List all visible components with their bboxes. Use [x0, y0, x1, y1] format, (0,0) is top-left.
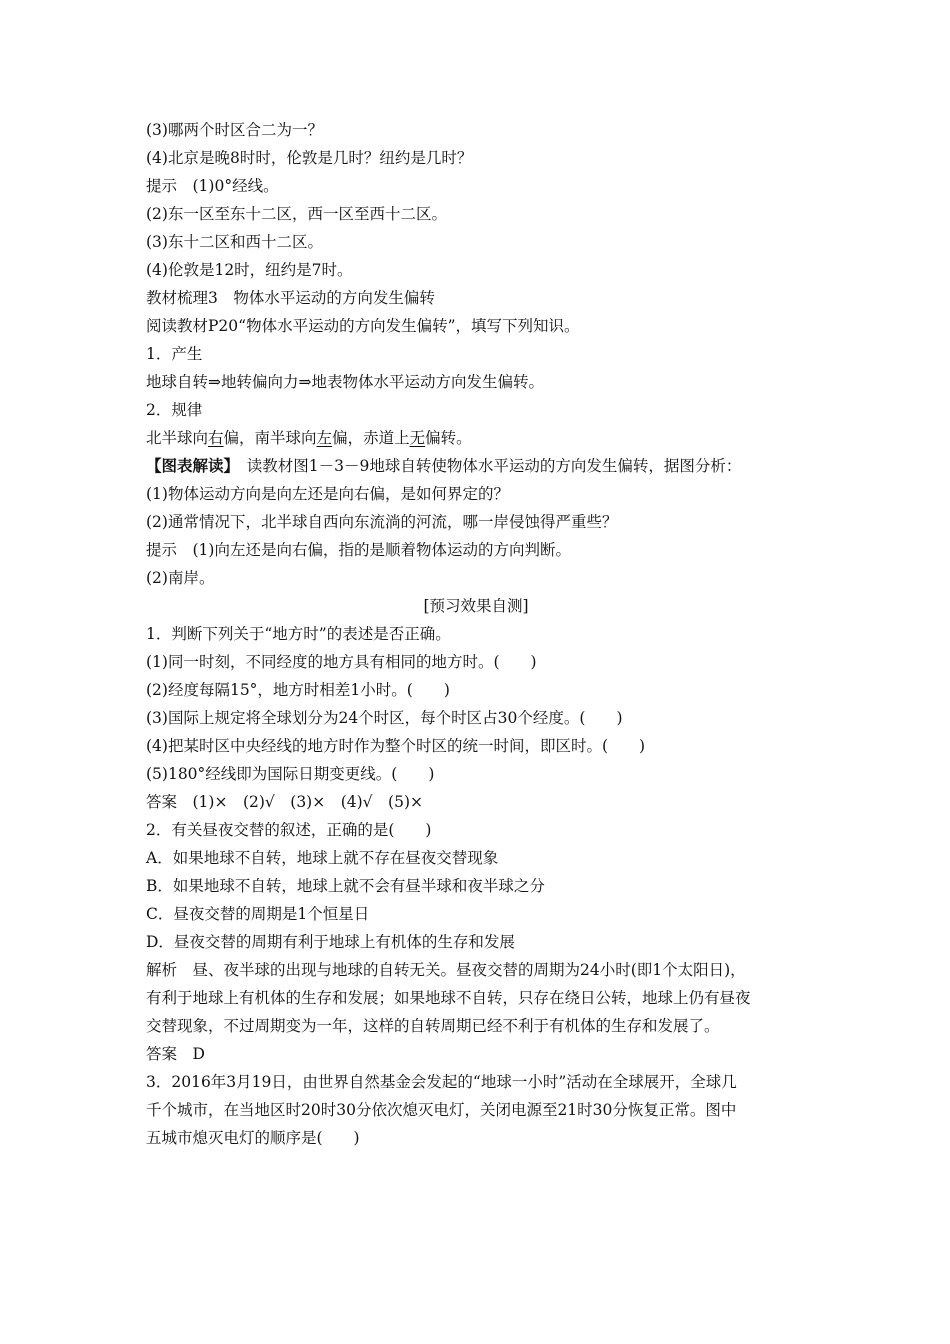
test-question-3: 五城市熄灭电灯的顺序是( ): [146, 1129, 360, 1147]
analysis-hint-1: 提示 (1)向左还是向右偏，指的是顺着物体运动的方向判断。: [146, 541, 571, 559]
explanation-line: 解析 昼、夜半球的出现与地球的自转无关。昼夜交替的周期为24小时(即1个太阳日)，: [146, 961, 746, 979]
rule-part: 偏转。: [425, 429, 472, 447]
answer-1: 答案 (1)× (2)√ (3)× (4)√ (5)×: [146, 793, 423, 811]
section-heading: 教材梳理3 物体水平运动的方向发生偏转: [146, 289, 435, 307]
option-b: B．如果地球不自转，地球上就不会有昼半球和夜半球之分: [146, 877, 545, 895]
reading-instruction: 阅读教材P20“物体水平运动的方向发生偏转”，填写下列知识。: [146, 317, 580, 335]
subheading-rule: 2．规律: [146, 401, 203, 419]
test-question-3: 千个城市，在当地区时20时30分依次熄灭电灯，关闭电源至21时30分恢复正常。图中: [146, 1101, 737, 1119]
chart-reading: [146, 456, 741, 476]
rule-blank-none: 无: [409, 429, 426, 447]
test-question-2: 2．有关昼夜交替的叙述，正确的是( ): [146, 821, 432, 839]
statement-3: (3)国际上规定将全球划分为24个时区，每个时区占30个经度。( ): [146, 709, 623, 727]
test-question-3: 3．2016年3月19日，由世界自然基金会发起的“地球一小时”活动在全球展开，全球几: [146, 1073, 737, 1091]
rule-blank-right: 右: [208, 429, 224, 447]
hint-4: (4)伦敦是12时，纽约是7时。: [146, 261, 353, 279]
rule-part: 偏，南半球向: [223, 429, 317, 447]
explanation-line: 交替现象，不过周期变为一年，这样的自转周期已经不利于有机体的生存和发展了。: [146, 1017, 720, 1035]
chart-reading-text: 读教材图1－3－9地球自转使物体水平运动的方向发生偏转，据图分析：: [231, 457, 742, 475]
rule-blank-left: 左: [316, 429, 333, 447]
analysis-hint-2: (2)南岸。: [146, 569, 215, 587]
subheading-origin: 1．产生: [146, 345, 203, 363]
question-3: (3)哪两个时区合二为一？: [146, 121, 323, 139]
hint-1: 提示 (1)0°经线。: [146, 177, 279, 195]
rule-text: [146, 428, 472, 448]
explanation-line: 有利于地球上有机体的生存和发展；如果地球不自转，只存在绕日公转，地球上仍有昼夜: [146, 989, 751, 1007]
chart-reading-tag: 【图表解读】: [146, 456, 232, 475]
analysis-question-1: (1)物体运动方向是向左还是向右偏，是如何界定的？: [146, 485, 509, 503]
analysis-question-2: (2)通常情况下，北半球自西向东流淌的河流，哪一岸侵蚀得严重些？: [146, 513, 618, 531]
section-title: [预习效果自测]: [423, 597, 529, 615]
hint-3: (3)东十二区和西十二区。: [146, 233, 323, 251]
rule-part: 偏，赤道上: [332, 429, 410, 447]
option-a: A．如果地球不自转，地球上就不存在昼夜交替现象: [146, 849, 499, 867]
rule-part: 北半球向: [146, 429, 209, 447]
hint-2: (2)东一区至东十二区，西一区至西十二区。: [146, 205, 447, 223]
statement-1: (1)同一时刻，不同经度的地方具有相同的地方时。( ): [146, 653, 537, 671]
answer-2: 答案 D: [146, 1045, 205, 1063]
question-4: (4)北京是晚8时时，伦敦是几时？纽约是几时？: [146, 149, 473, 167]
statement-2: (2)经度每隔15°，地方时相差1小时。( ): [146, 681, 450, 699]
statement-4: (4)把某时区中央经线的地方时作为整个时区的统一时间，即区时。( ): [146, 737, 646, 755]
option-d: D．昼夜交替的周期有利于地球上有机体的生存和发展: [146, 933, 515, 951]
test-question-1: 1．判断下列关于“地方时”的表述是否正确。: [146, 625, 451, 643]
origin-text: 地球自转⇒地转偏向力⇒地表物体水平运动方向发生偏转。: [146, 373, 544, 391]
option-c: C．昼夜交替的周期是1个恒星日: [146, 905, 370, 923]
statement-5: (5)180°经线即为国际日期变更线。( ): [146, 765, 435, 783]
